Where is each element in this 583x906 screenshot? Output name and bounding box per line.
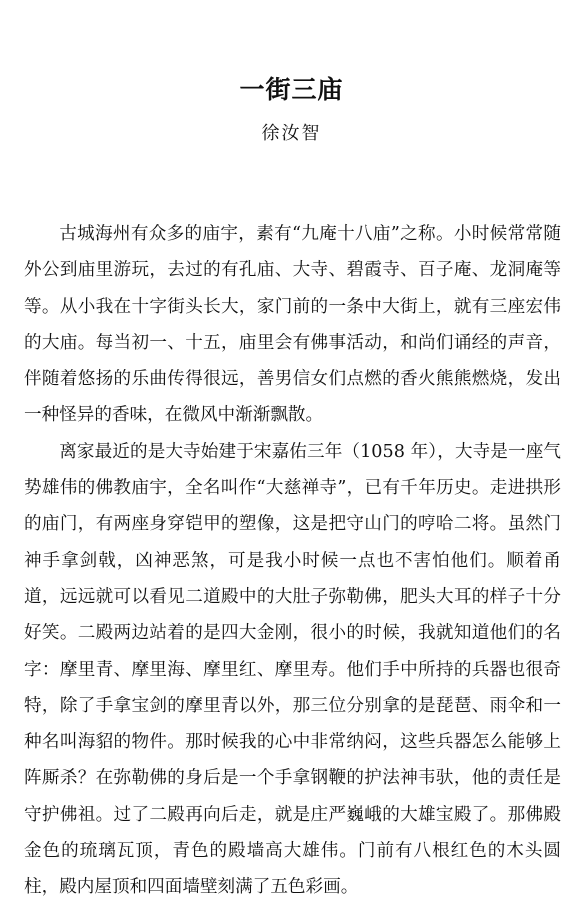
- article-body: [24, 216, 561, 906]
- paragraph: 古城海州有众多的庙宇，素有“九庵十八庙”之称。小时候常常随外公到庙里游玩，去过的有孔庙、大寺、碧霞寺、百子庵、龙洞庵等等。从小我在十字街头长大，家门前的一条中大街上，就有三座宏伟的大庙。每当初一、十五，庙里会有佛事活动，和尚们诵经的声音，伴随着悠扬的乐曲传得很远，善男信女们点燃的香火熊熊燃烧，发出一种怪异的香味，在微风中渐渐飘散。: [24, 224, 561, 426]
- paragraph: 离家最近的是大寺始建于宋嘉佑三年（1058 年），大寺是一座气势雄伟的佛教庙宇，全名叫作“大慈禅寺”，已有千年历史。走进拱形的庙门，有两座身穿铠甲的塑像，这是把守山门的哼哈二将。虽然门神手拿剑戟，凶神恶煞，可是我小时候一点也不害怕他们。顺着甬道，远远就可以看见二道殿中的大肚子弥勒佛，肥头大耳的样子十分好笑。二殿两边站着的是四大金刚，很小的时候，我就知道他们的名字：摩里青、摩里海、摩里红、摩里寿。他们手中所持的兵器也很奇特，除了手拿宝剑的摩里青以外，那三位分别拿的是琵琶、雨伞和一种名叫海貂的物件。那时候我的心中非常纳闷，这些兵器怎么能够上阵厮杀？在弥勒佛的身后是一个手拿钢鞭的护法神韦驮，他的责任是守护佛祖。过了二殿再向后走，就是庄严巍峨的大雄宝殿了。那佛殿金色的琉璃瓦顶，青色的殿墙高大雄伟。门前有八根红色的木头圆柱，殿内屋顶和四面墙壁刻满了五色彩画。: [24, 441, 561, 898]
- author-name: 徐汝智: [261, 123, 322, 144]
- page-title: 一街三庙: [239, 75, 344, 104]
